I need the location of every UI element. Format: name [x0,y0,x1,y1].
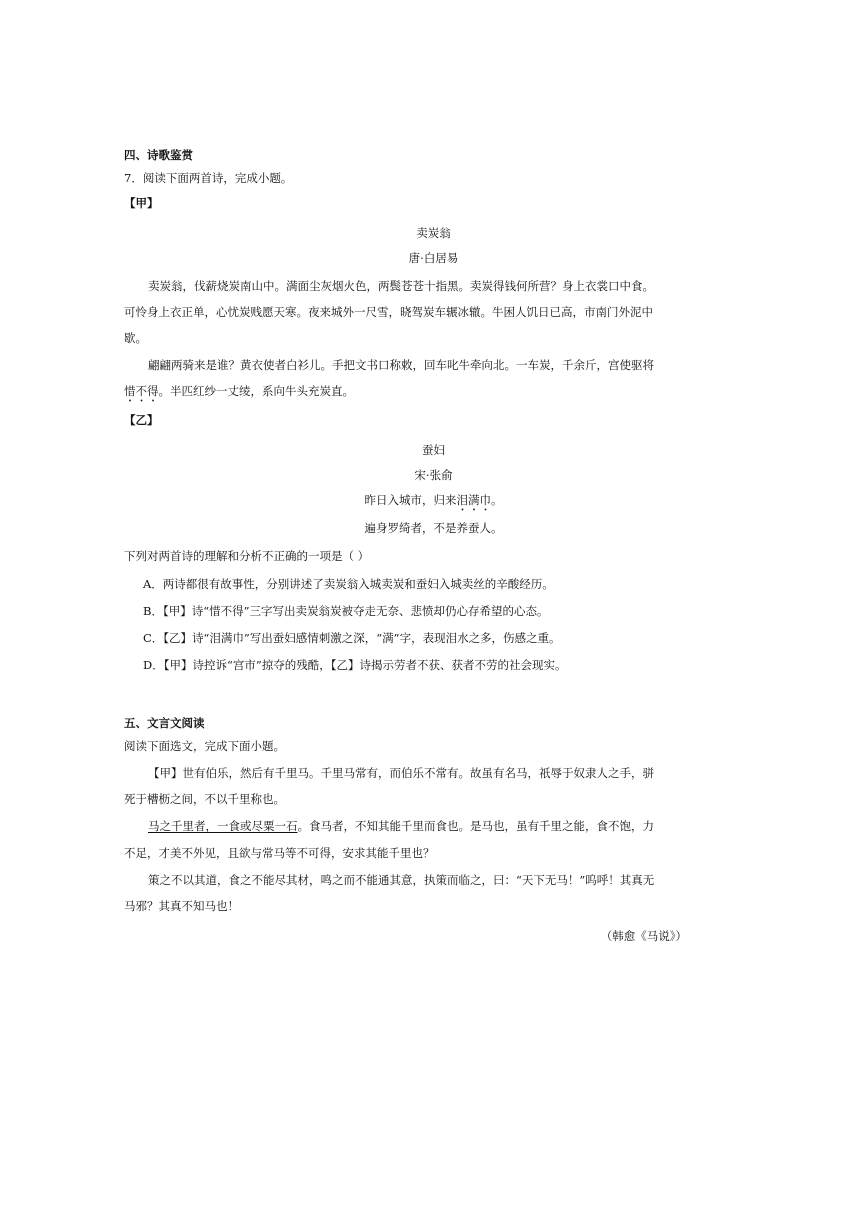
passage-line [148,818,654,834]
poem-yi-tag: 【乙】 [124,413,159,427]
poem1-line: 翩翩两骑来是谁？黄衣使者白衫儿。手把文书口称敕，回车叱牛牵向北。一车炭，千余斤，宫使驱将 [148,358,654,372]
underlined-sentence: 马之千里者，一食或尽粟一石 [148,819,298,833]
option-d: D．【甲】诗控诉“宫市”掠夺的残酷，【乙】诗揭示劳者不获、获者不劳的社会现实。 [143,658,567,672]
poem2-title: 蚕妇 [422,443,445,457]
passage-source: （韩愈《马说》） [600,929,687,943]
dotted-phrase: 惜不得 [124,384,159,398]
poem-jia-tag: 【甲】 [124,196,159,210]
poem2-author: 宋·张俞 [414,468,453,482]
option-a: A．两诗都很有故事性，分别讲述了卖炭翁入城卖炭和蚕妇入城卖丝的辛酸经历。 [143,577,554,591]
poem2-line: 遍身罗绮者，不是养蚕人。 [364,521,503,535]
passage-line: 马邪？其真不知马也！ [124,899,239,913]
passage-line: 策之不以其道，食之不能尽其材，鸣之而不能通其意，执策而临之，曰：“天下无马！”呜呼！其真无 [148,873,655,887]
section-heading-poetry: 四、诗歌鉴赏 [124,148,193,162]
poem2-line-part: 昨日入城市，归来 [364,493,457,507]
poem2-line-part: 。 [491,493,503,507]
poem1-line-rest: 。半匹红纱一丈绫，系向牛头充炭直。 [158,384,354,398]
passage-line: 【甲】世有伯乐，然后有千里马。千里马常有，而伯乐不常有。故虽有名马，祇辱于奴隶人之手，骈 [148,766,654,780]
question-7-prompt: 7．阅读下面两首诗，完成小题。 [124,171,293,185]
option-c: C．【乙】诗“泪满巾”写出蚕妇感情刺激之深，“满”字，表现泪水之多，伤感之重。 [143,631,561,645]
poem1-line: 可怜身上衣正单，心忧炭贱愿天寒。夜来城外一尺雪，晓驾炭车辗冰辙。牛困人饥日已高，市南门外泥中 [124,305,653,319]
poem1-line: 歇。 [124,331,147,345]
poem1-line [124,383,354,405]
section-heading-classical: 五、文言文阅读 [124,716,205,730]
question-prompt: 下列对两首诗的理解和分析不正确的一项是（ ） [124,549,370,563]
dotted-phrase: 泪满巾 [456,493,491,507]
passage-line: 死于槽枥之间，不以千里称也。 [124,792,285,806]
poem2-line [0,492,867,514]
poem1-line: 卖炭翁，伐薪烧炭南山中。满面尘灰烟火色，两鬓苍苍十指黑。卖炭得钱何所营？身上衣裳口中食。 [148,279,654,293]
poem1-author: 唐·白居易 [408,251,459,265]
passage-line: 不足，才美不外见，且欲与常马等不可得，安求其能千里也？ [124,846,435,860]
option-b: B．【甲】诗“惜不得”三字写出卖炭翁炭被夺走无奈、悲愤却仍心存希望的心态。 [143,604,549,618]
section5-prompt: 阅读下面选文，完成下面小题。 [124,739,285,753]
poem1-title: 卖炭翁 [416,226,451,240]
passage-line-rest: 。食马者，不知其能千里而食也。是马也，虽有千里之能，食不饱，力 [297,819,654,833]
